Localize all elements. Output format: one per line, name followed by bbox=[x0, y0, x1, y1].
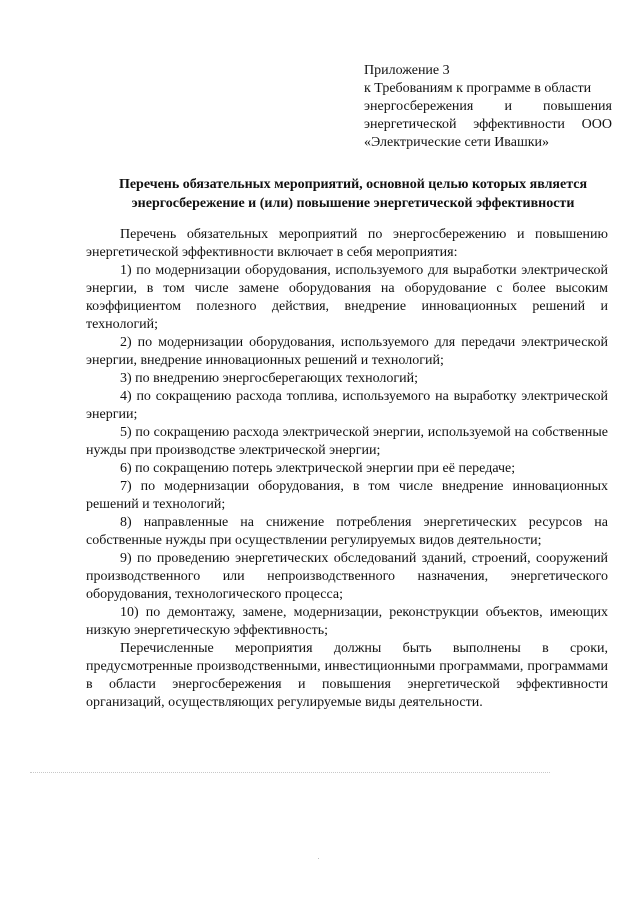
list-item: 5) по сокращению расхода электрической энергии, используемой на собственные нужды при производстве электрической энергии; bbox=[86, 425, 608, 458]
list-item: 10) по демонтажу, замене, модернизации, реконструкции объектов, имеющих низкую энергетическую эффективность; bbox=[86, 605, 608, 638]
list-item: 6) по сокращению потерь электрической энергии при её передаче; bbox=[120, 461, 516, 476]
intro-paragraph: Перечень обязательных мероприятий по энергосбережению и повышению энергетической эффективности включает в себя мероприятия: bbox=[86, 227, 608, 260]
list-item: 3) по внедрению энергосберегающих технологий; bbox=[120, 371, 419, 386]
list-item: 1) по модернизации оборудования, используемого для выработки электрической энергии, в том числе замене оборудования на оборудование с более высоким коэффициентом полезного действия, внедрение инновационных решений и технологий; bbox=[86, 263, 608, 332]
list-item: 9) по проведению энергетических обследований зданий, строений, сооружений производственного или непроизводственного назначения, энергетического оборудования, технологического процесса; bbox=[86, 551, 608, 602]
list-item: 8) направленные на снижение потребления энергетических ресурсов на собственные нужды при осуществлении регулируемых видов деятельности; bbox=[86, 515, 608, 548]
list-item: 4) по сокращению расхода топлива, используемого на выработку электрической энергии; bbox=[86, 389, 608, 422]
annex-line: энергосбережения и повышения bbox=[364, 99, 612, 114]
annex-line: Приложение 3 bbox=[364, 63, 450, 78]
document-body bbox=[86, 226, 608, 712]
annex-line: к Требованиям к программе в области bbox=[364, 81, 592, 96]
document-title: Перечень обязательных мероприятий, основной целью которых является энергосбережение и (или) повышение энергетической эффективности bbox=[118, 177, 588, 211]
closing-paragraph: Перечисленные мероприятия должны быть выполнены в сроки, предусмотренные производственными, инвестиционными программами, программами в области энергосбережения и повышения энергетической эффективности организаций, осуществляющих регулируемые виды деятельности. bbox=[86, 641, 608, 710]
annex-line: энергетической эффективности ООО bbox=[364, 117, 612, 132]
annex-line: «Электрические сети Ивашки» bbox=[364, 135, 550, 150]
scan-speck bbox=[318, 858, 319, 859]
list-item: 2) по модернизации оборудования, используемого для передачи электрической энергии, внедрение инновационных решений и технологий; bbox=[86, 335, 608, 368]
list-item: 7) по модернизации оборудования, в том числе внедрение инновационных решений и технологий; bbox=[86, 479, 608, 512]
annex-header bbox=[364, 62, 612, 152]
scan-artifact-line bbox=[30, 772, 550, 774]
